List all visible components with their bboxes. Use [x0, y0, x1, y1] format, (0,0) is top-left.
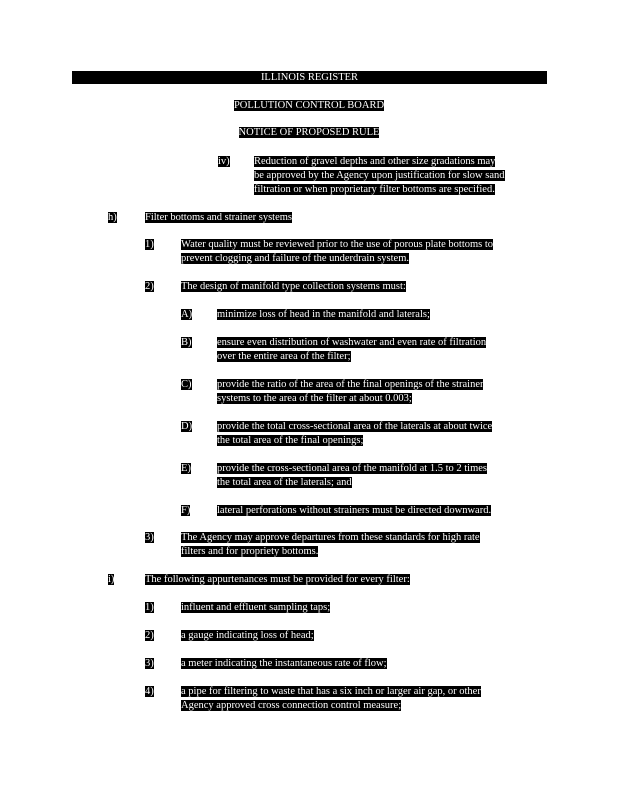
- item-h2-line-1: The design of manifold type collection systems must:: [181, 281, 406, 292]
- item-iv-text: [254, 155, 554, 197]
- item-i4-line-2: Agency approved cross connection control measure;: [181, 700, 402, 711]
- item-i2-text: [181, 629, 314, 643]
- item-i-label-wrap: [108, 573, 114, 587]
- item-B-line-1: ensure even distribution of washwater and even rate of filtration: [217, 337, 487, 348]
- item-B-label: B): [181, 337, 192, 348]
- item-h3-label-wrap: [145, 531, 154, 545]
- item-A-text: [217, 308, 430, 322]
- item-B-line-2: over the entire area of the filter;: [217, 351, 351, 362]
- item-i1-line-1: influent and effluent sampling taps;: [181, 602, 331, 613]
- item-C-text: [217, 378, 547, 406]
- item-C-line-1: provide the ratio of the area of the final openings of the strainer: [217, 379, 484, 390]
- item-iv-line-1: Reduction of gravel depths and other size gradations may: [254, 156, 496, 167]
- item-h2-label: 2): [145, 281, 154, 292]
- item-i4-line-1: a pipe for filtering to waste that has a six inch or larger air gap, or other: [181, 686, 481, 697]
- item-i2-line-1: a gauge indicating loss of head;: [181, 630, 314, 641]
- notice-title-row: [0, 126, 618, 139]
- item-i3-line-1: a meter indicating the instantaneous rate of flow;: [181, 658, 387, 669]
- item-B-text: [217, 336, 547, 364]
- item-D-label: D): [181, 421, 193, 432]
- item-D-line-2: the total area of the final openings;: [217, 435, 364, 446]
- item-h-label: h): [108, 212, 117, 223]
- item-E-label: E): [181, 463, 191, 474]
- register-title: ILLINOIS REGISTER: [260, 72, 359, 83]
- item-C-line-2: systems to the area of the filter at about 0.003;: [217, 393, 412, 404]
- item-h-line-1: Filter bottoms and strainer systems: [145, 212, 292, 223]
- item-i3-label: 3): [145, 658, 154, 669]
- item-F-label-wrap: [181, 504, 190, 518]
- item-D-label-wrap: [181, 420, 192, 434]
- item-iv-label-wrap: [218, 155, 230, 169]
- item-i2-label-wrap: [145, 629, 154, 643]
- item-i1-label-wrap: [145, 601, 154, 615]
- item-h3-label: 3): [145, 532, 154, 543]
- item-D-line-1: provide the total cross-sectional area of the laterals at about twice: [217, 421, 493, 432]
- item-i-line-1: The following appurtenances must be provided for every filter:: [145, 574, 410, 585]
- item-h-text: [145, 211, 292, 225]
- item-i1-label: 1): [145, 602, 154, 613]
- item-h1-line-2: prevent clogging and failure of the underdrain system.: [181, 253, 410, 264]
- item-i-text: [145, 573, 410, 587]
- item-i-label: i): [108, 574, 115, 585]
- item-F-text: [217, 504, 491, 518]
- item-h1-line-1: Water quality must be reviewed prior to the use of porous plate bottoms to: [181, 239, 494, 250]
- item-i1-text: [181, 601, 330, 615]
- item-A-label-wrap: [181, 308, 192, 322]
- item-B-label-wrap: [181, 336, 192, 350]
- board-title-row: [0, 99, 618, 112]
- board-title: POLLUTION CONTROL BOARD: [233, 100, 385, 111]
- item-h2-label-wrap: [145, 280, 154, 294]
- item-iv-line-2: be approved by the Agency upon justification for slow sand: [254, 170, 505, 181]
- item-i4-label: 4): [145, 686, 154, 697]
- item-h3-line-2: filters and for propriety bottoms.: [181, 546, 319, 557]
- item-h1-label: 1): [145, 239, 154, 250]
- item-h3-text: [181, 531, 541, 559]
- item-h3-line-1: The Agency may approve departures from these standards for high rate: [181, 532, 480, 543]
- item-iv-line-3: filtration or when proprietary filter bottoms are specified.: [254, 184, 495, 195]
- item-i3-label-wrap: [145, 657, 154, 671]
- item-E-line-1: provide the cross-sectional area of the manifold at 1.5 to 2 times: [217, 463, 488, 474]
- item-A-label: A): [181, 309, 193, 320]
- item-i4-label-wrap: [145, 685, 154, 699]
- item-C-label-wrap: [181, 378, 192, 392]
- item-i2-label: 2): [145, 630, 154, 641]
- item-D-text: [217, 420, 552, 448]
- register-header-bar: [72, 71, 547, 84]
- item-E-line-2: the total area of the laterals; and: [217, 477, 352, 488]
- item-F-line-1: lateral perforations without strainers must be directed downward.: [217, 505, 492, 516]
- item-i4-text: [181, 685, 541, 713]
- item-C-label: C): [181, 379, 192, 390]
- item-h-label-wrap: [108, 211, 117, 225]
- item-E-label-wrap: [181, 462, 191, 476]
- item-h1-label-wrap: [145, 238, 154, 252]
- item-A-line-1: minimize loss of head in the manifold and laterals;: [217, 309, 430, 320]
- item-F-label: F): [181, 505, 191, 516]
- item-h1-text: [181, 238, 551, 266]
- notice-title: NOTICE OF PROPOSED RULE: [238, 127, 380, 138]
- item-h2-text: [181, 280, 406, 294]
- item-i3-text: [181, 657, 387, 671]
- item-E-text: [217, 462, 547, 490]
- item-iv-label: iv): [218, 156, 230, 167]
